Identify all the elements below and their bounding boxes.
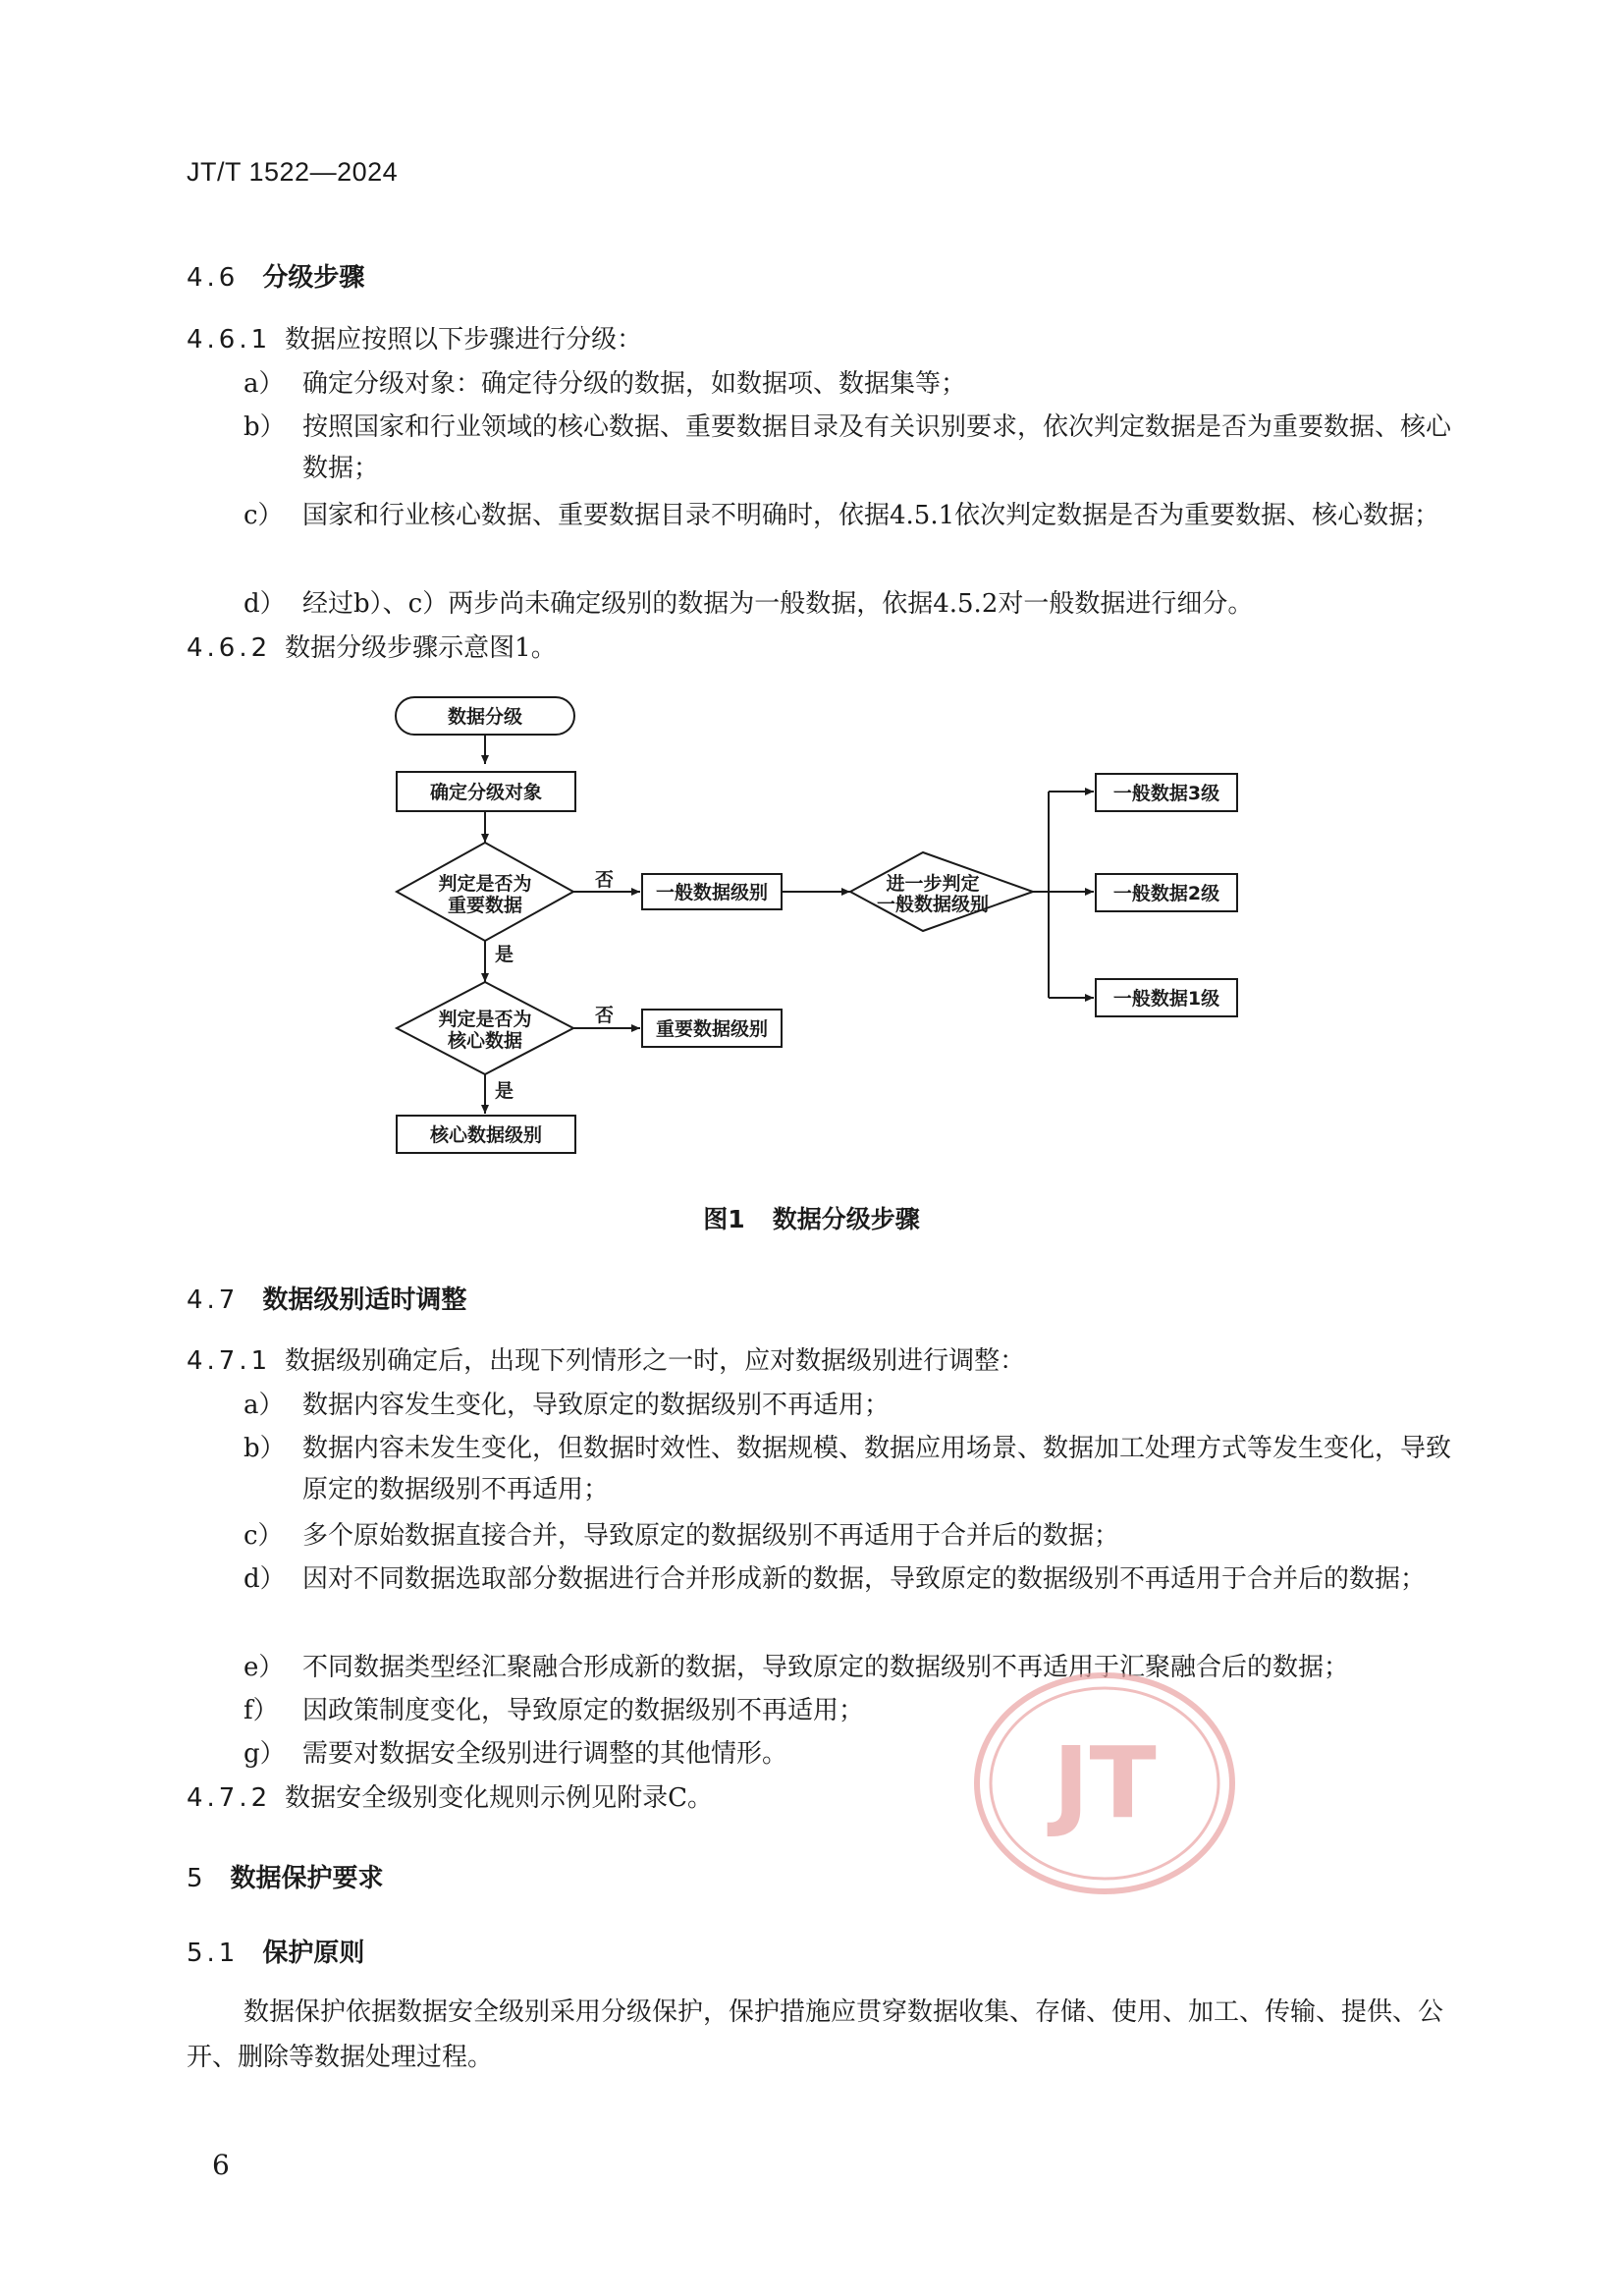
decision-further-label-2: 一般数据级别	[876, 894, 990, 915]
list-text: 国家和行业核心数据、重要数据目录不明确时，依据4.5.1依次判定数据是否为重要数据、核心数据；	[302, 501, 1440, 530]
decision-important-label-1: 判定是否为	[438, 873, 532, 895]
list-marker: g）	[243, 1739, 286, 1769]
list-item	[243, 1690, 1451, 1731]
list-marker: f）	[243, 1696, 279, 1725]
no-label: 否	[595, 1005, 615, 1026]
yes-label: 是	[495, 1080, 514, 1102]
list-marker: e）	[243, 1653, 285, 1682]
important-level-label: 重要数据级别	[655, 1018, 769, 1040]
heading-number: 5	[187, 1864, 207, 1893]
list-text: 需要对数据安全级别进行调整的其他情形。	[302, 1739, 788, 1769]
heading-number: 5.1	[187, 1939, 240, 1968]
clause-4-7-2	[187, 1778, 713, 1818]
heading-5-1	[187, 1933, 364, 1969]
list-text: 确定分级对象：确定待分级的数据，如数据项、数据集等；	[302, 369, 967, 399]
clause-number: 4.7.2	[187, 1783, 272, 1813]
no-label: 否	[595, 869, 615, 891]
list-marker: a）	[243, 1391, 285, 1420]
list-text: 因政策制度变化，导致原定的数据级别不再适用；	[302, 1696, 865, 1725]
clause-number: 4.6.2	[187, 633, 272, 663]
decision-important-label-2: 重要数据	[447, 895, 523, 916]
heading-5	[187, 1858, 384, 1894]
list-item	[243, 1428, 1451, 1510]
list-item	[243, 1515, 1451, 1557]
clause-text: 数据应按照以下步骤进行分级：	[285, 325, 643, 355]
general-3-label: 一般数据3级	[1112, 783, 1220, 804]
heading-number: 4.7	[187, 1285, 240, 1315]
clause-4-7-1	[187, 1341, 1025, 1381]
list-marker: c）	[243, 501, 284, 530]
list-marker: a）	[243, 369, 285, 399]
list-item	[243, 1558, 1451, 1600]
list-text: 数据内容未发生变化，但数据时效性、数据规模、数据应用场景、数据加工处理方式等发生变化，导致原定的数据级别不再适用；	[302, 1434, 1452, 1504]
clause-number: 4.7.1	[187, 1346, 272, 1376]
list-marker: d）	[243, 1564, 286, 1594]
figure-caption	[0, 1200, 1623, 1235]
general-level-label: 一般数据级别	[655, 882, 769, 903]
clause-text: 数据安全级别变化规则示例见附录C。	[285, 1783, 714, 1813]
watermark-text: JT	[1053, 1725, 1157, 1840]
list-item	[243, 1733, 1451, 1775]
paragraph: 数据保护依据数据安全级别采用分级保护，保护措施应贯穿数据收集、存储、使用、加工、传输、提供、公开、删除等数据处理过程。	[187, 1997, 1444, 2072]
general-1-label: 一般数据1级	[1112, 988, 1220, 1010]
figure-title: 数据分级步骤	[772, 1205, 920, 1233]
list-marker: b）	[243, 412, 286, 442]
core-level-label: 核心数据级别	[429, 1124, 543, 1146]
determine-label: 确定分级对象	[429, 782, 543, 803]
heading-4-7	[187, 1280, 466, 1316]
list-text: 经过b）、c）两步尚未确定级别的数据为一般数据，依据4.5.2对一般数据进行细分。	[302, 589, 1254, 619]
heading-title: 保护原则	[262, 1939, 365, 1968]
list-item	[243, 1385, 1451, 1426]
watermark-stamp	[972, 1669, 1237, 1897]
heading-number: 4.6	[187, 263, 240, 293]
figure-number: 图1	[703, 1205, 745, 1233]
clause-number: 4.6.1	[187, 325, 272, 355]
list-text: 不同数据类型经汇聚融合形成新的数据，导致原定的数据级别不再适用于汇聚融合后的数据；	[302, 1653, 1350, 1682]
clause-text: 数据级别确定后，出现下列情形之一时，应对数据级别进行调整：	[285, 1346, 1026, 1376]
list-text: 多个原始数据直接合并，导致原定的数据级别不再适用于合并后的数据；	[302, 1521, 1120, 1551]
decision-core-label-1: 判定是否为	[438, 1009, 532, 1030]
list-marker: b）	[243, 1434, 286, 1463]
decision-core-label-2: 核心数据	[447, 1030, 523, 1052]
heading-title: 分级步骤	[262, 263, 365, 293]
decision-further-label-1: 进一步判定	[886, 873, 980, 895]
page-number: 6	[212, 2149, 230, 2181]
yes-label: 是	[495, 944, 514, 965]
general-2-label: 一般数据2级	[1112, 883, 1220, 904]
list-marker: d）	[243, 589, 286, 619]
list-text: 数据内容发生变化，导致原定的数据级别不再适用；	[302, 1391, 891, 1420]
start-label: 数据分级	[447, 706, 523, 728]
standard-code: JT/T 1522—2024	[187, 157, 399, 187]
list-text: 因对不同数据选取部分数据进行合并形成新的数据，导致原定的数据级别不再适用于合并后的数据；	[302, 1564, 1427, 1594]
heading-title: 数据保护要求	[230, 1864, 384, 1893]
list-text: 按照国家和行业领域的核心数据、重要数据目录及有关识别要求，依次判定数据是否为重要数据、核心数据；	[302, 412, 1452, 483]
list-marker: c）	[243, 1521, 284, 1551]
heading-title: 数据级别适时调整	[262, 1285, 467, 1315]
list-item	[243, 1647, 1451, 1688]
clause-text: 数据分级步骤示意图1。	[285, 633, 557, 663]
